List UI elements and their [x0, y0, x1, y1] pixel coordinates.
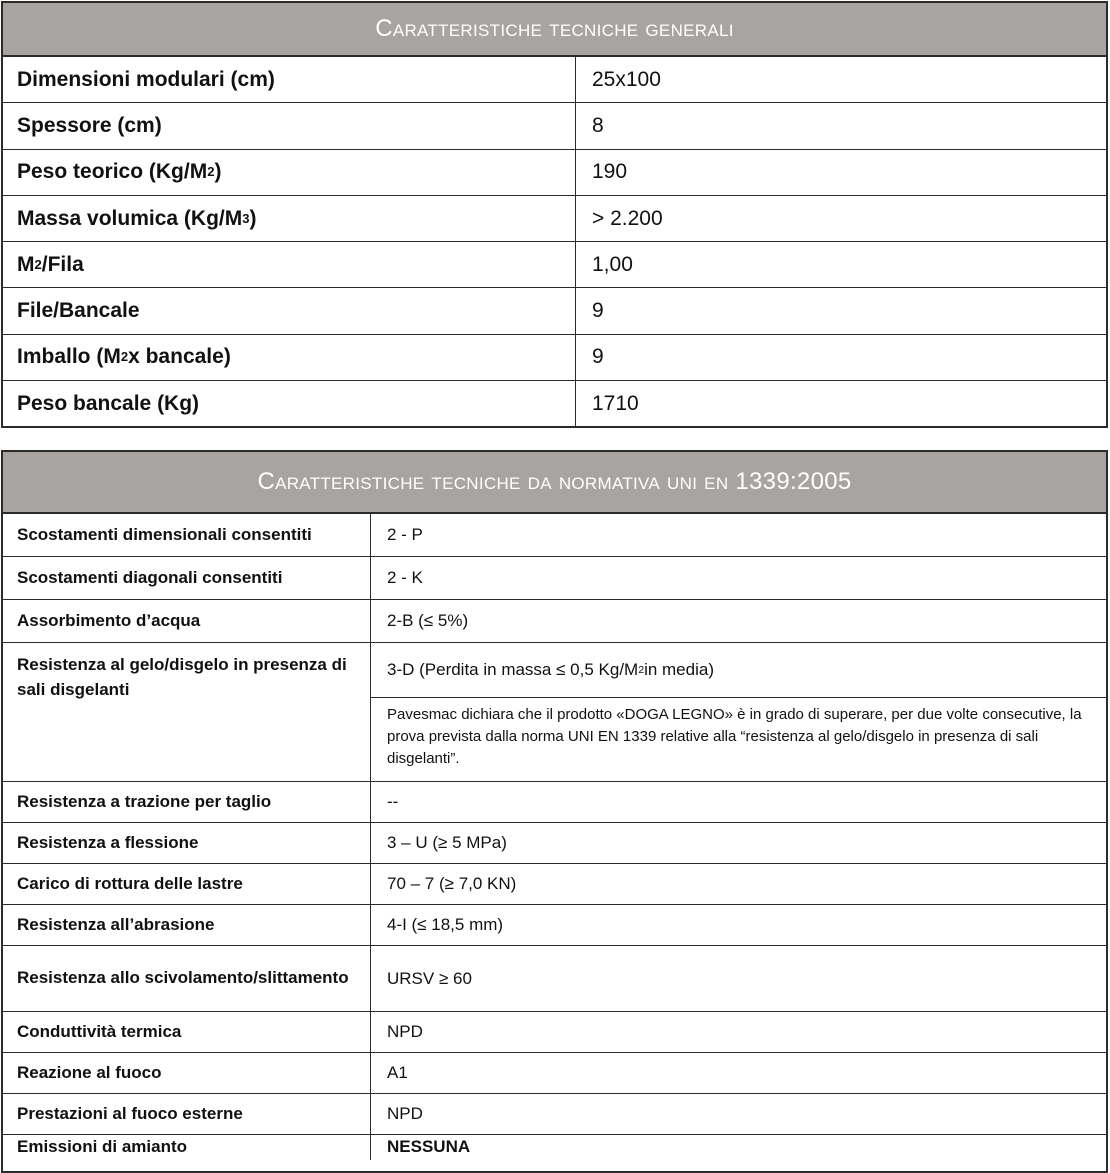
row-value: 2 - K: [387, 568, 423, 587]
row-label: M 2 /Fila: [3, 242, 576, 287]
row-label: Massa volumica (Kg/M 3 ): [3, 196, 576, 241]
row-label: File/Bancale: [3, 288, 576, 333]
row-value: 8: [592, 113, 604, 137]
row-label: Scostamenti dimensionali consentiti: [3, 514, 371, 556]
table-row: [3, 196, 1106, 242]
row-value: 3 – U (≥ 5 MPa): [387, 833, 507, 852]
row-value: 2 - P: [387, 525, 423, 544]
row-label: Assorbimento d’acqua: [3, 600, 371, 642]
table-row: [3, 600, 1106, 643]
table-row: [3, 514, 1106, 557]
row-value: NPD: [387, 1022, 423, 1041]
row-value: 190: [592, 160, 628, 184]
row-value-group: [371, 643, 1106, 781]
row-label: Peso bancale (Kg): [3, 381, 576, 427]
row-value: 1710: [592, 392, 639, 416]
table-row: [3, 643, 1106, 782]
row-label: Spessore (cm): [3, 103, 576, 148]
row-value: A1: [387, 1063, 408, 1082]
table-row: [3, 242, 1106, 288]
normative-specs-table: [1, 450, 1108, 1173]
table-row: [3, 557, 1106, 600]
row-value: 70 – 7 (≥ 7,0 KN): [387, 874, 517, 893]
row-label: Imballo (M 2 x bancale): [3, 335, 576, 380]
table-row: [3, 905, 1106, 946]
table-row: [3, 1094, 1106, 1135]
table-row: [3, 57, 1106, 103]
row-label: Resistenza al gelo/disgelo in presenza di sali disgelanti: [3, 643, 371, 781]
row-label: Dimensioni modulari (cm): [3, 57, 576, 102]
row-label: Resistenza allo scivolamento/slittamento: [3, 946, 371, 1011]
general-specs-table: [1, 1, 1108, 428]
table-row: [3, 782, 1106, 823]
row-value: > 2.200: [592, 206, 663, 230]
row-value: 2-B (≤ 5%): [387, 611, 469, 630]
row-label: Prestazioni al fuoco esterne: [3, 1094, 371, 1134]
row-value: 3-D (Perdita in massa ≤ 0,5 Kg/M 2 in media): [371, 643, 1106, 698]
row-label: Resistenza all’abrasione: [3, 905, 371, 945]
table-row: [3, 1012, 1106, 1053]
row-value: --: [387, 792, 399, 811]
normative-specs-title: Caratteristiche tecniche da normativa uni en 1339:2005: [3, 452, 1106, 514]
row-note: Pavesmac dichiara che il prodotto «DOGA LEGNO» è in grado di superare, per due volte consecutive, la prova prevista dalla norma UNI EN 1339 relative alla “resistenza al gelo/disgelo in presenza di sali disgelanti”.: [387, 706, 1082, 767]
row-label: Scostamenti diagonali consentiti: [3, 557, 371, 599]
row-label: Conduttività termica: [3, 1012, 371, 1052]
table-row: [3, 381, 1106, 427]
general-specs-title: Caratteristiche tecniche generali: [3, 3, 1106, 57]
table-row: [3, 335, 1106, 381]
row-label: Carico di rottura delle lastre: [3, 864, 371, 904]
table-row: [3, 946, 1106, 1012]
table-row: [3, 1053, 1106, 1094]
row-value: 9: [592, 299, 604, 323]
row-label: Peso teorico (Kg/M 2 ): [3, 150, 576, 195]
row-value: 4-I (≤ 18,5 mm): [387, 915, 504, 934]
row-value: URSV ≥ 60: [387, 968, 472, 988]
row-value: NPD: [387, 1104, 423, 1123]
table-row: [3, 288, 1106, 334]
table-row: [3, 1135, 1106, 1160]
row-value: 1,00: [592, 252, 633, 276]
row-value: NESSUNA: [387, 1137, 471, 1157]
row-label: Resistenza a trazione per taglio: [3, 782, 371, 822]
table-row: [3, 150, 1106, 196]
row-value: 9: [592, 345, 604, 369]
table-row: [3, 103, 1106, 149]
row-label: Emissioni di amianto: [3, 1135, 371, 1160]
row-value: 25x100: [592, 67, 661, 91]
table-row: [3, 864, 1106, 905]
row-label: Resistenza a flessione: [3, 823, 371, 863]
row-label: Reazione al fuoco: [3, 1053, 371, 1093]
table-row: [3, 823, 1106, 864]
